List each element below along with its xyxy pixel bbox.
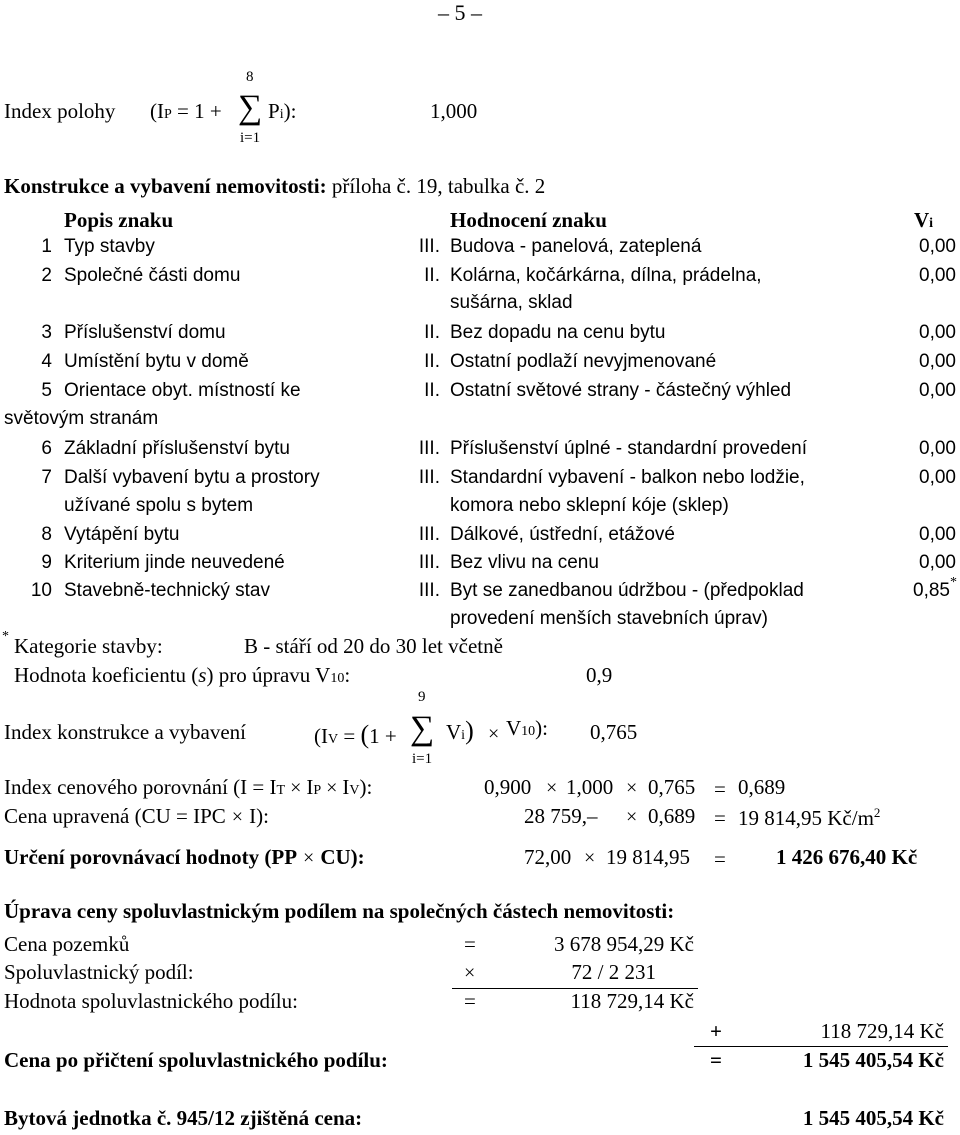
- uprava-row-op: =: [464, 932, 476, 956]
- uprava-heading: Úprava ceny spoluvlastnickým podílem na společných částech nemovitosti:: [4, 899, 675, 923]
- row-value: 0,00: [919, 322, 956, 343]
- row-popis: Příslušenství domu: [64, 322, 226, 343]
- uprava-total-label: Cena po přičtení spoluvlastnického podílu:: [4, 1048, 388, 1072]
- row-popis: Typ stavby: [64, 236, 155, 257]
- cena-upravena-b: 0,689: [648, 804, 696, 828]
- index-cenoveho-c: 0,765: [648, 775, 696, 799]
- row-grade: III.: [418, 467, 440, 488]
- page-number: – 5 –: [438, 0, 482, 25]
- times-icon: ×: [626, 806, 638, 828]
- kategorie-label: Kategorie stavby:: [14, 634, 163, 658]
- row-value: 0,00: [919, 524, 956, 545]
- row-number: 7: [41, 467, 52, 488]
- uprava-row-label: Spoluvlastnický podíl:: [4, 960, 194, 984]
- row-value: 0,00: [919, 380, 956, 401]
- sum-upper-limit: 8: [246, 69, 254, 85]
- row-value: 0,00: [919, 351, 956, 372]
- row-hodnoceni: Byt se zanedbanou údržbou - (předpoklad: [450, 580, 804, 601]
- kategorie-value: B - stáří od 20 do 30 let včetně: [244, 634, 503, 658]
- row-popis: Základní příslušenství bytu: [64, 438, 290, 459]
- index-polohy-label: Index polohy: [4, 99, 116, 123]
- plus-value: 118 729,14 Kč: [820, 1019, 944, 1043]
- row-grade: II.: [424, 322, 440, 343]
- row-hodnoceni: Standardní vybavení - balkon nebo lodžie,: [450, 467, 805, 488]
- equals-sign: =: [714, 806, 726, 830]
- times-icon: ×: [546, 777, 558, 799]
- row-number: 10: [30, 580, 52, 601]
- row-popis-line2: světovým stranám: [4, 408, 159, 429]
- cena-upravena-a: 28 759,–: [524, 804, 598, 828]
- row-hodnoceni: Budova - panelová, zateplená: [450, 236, 702, 257]
- cena-upravena-result: 19 814,95 $Kč/m^2$: [738, 805, 881, 830]
- row-hodnoceni: Dálkové, ústřední, etážové: [450, 524, 675, 545]
- sum-icon: ∑: [410, 710, 435, 747]
- row-hodnoceni: Příslušenství úplné - standardní provedení: [450, 438, 807, 459]
- index-cenoveho-label: Index cenového porovnání (I = IT × IP × IV):: [4, 775, 373, 799]
- row-value: 0,00: [919, 236, 956, 257]
- urceni-result: 1 426 676,40 Kč: [776, 845, 918, 869]
- times-icon: ×: [584, 847, 596, 869]
- sum-icon: ∑: [238, 89, 263, 126]
- row-popis: Vytápění bytu: [64, 524, 180, 545]
- footnote-mark: *: [2, 629, 9, 644]
- row-grade: III.: [418, 524, 440, 545]
- row-number: 3: [41, 322, 52, 343]
- times-icon: ×: [488, 723, 500, 745]
- row-grade: III.: [418, 438, 440, 459]
- row-grade: II.: [424, 351, 440, 372]
- row-hodnoceni: Kolárna, kočárkárna, dílna, prádelna,: [450, 265, 762, 286]
- column-header-hodnoceni: Hodnocení znaku: [450, 208, 607, 232]
- row-hodnoceni: Ostatní podlaží nevyjmenované: [450, 351, 717, 372]
- bytova-jednotka-label: Bytová jednotka č. 945/12 zjištěná cena:: [4, 1106, 363, 1130]
- uprava-row-label: Cena pozemků: [4, 932, 130, 956]
- cena-upravena-label: Cena upravená (CU = IPC × I):: [4, 804, 269, 828]
- row-popis: Orientace obyt. místností ke: [64, 380, 301, 401]
- equals-sign: =: [714, 777, 726, 801]
- sum-lower-limit: i=1: [240, 130, 261, 146]
- uprava-row-op: =: [464, 989, 476, 1013]
- index-konstrukce-v10: V10):: [506, 716, 548, 740]
- sum-divider-line: [694, 1046, 948, 1047]
- index-konstrukce-formula: (IV = (1 +: [314, 720, 397, 749]
- sum-upper-limit: 9: [418, 689, 426, 705]
- index-polohy-formula-end: Pi):: [268, 99, 297, 123]
- urceni-b: 19 814,95: [606, 845, 690, 869]
- index-konstrukce-label: Index konstrukce a vybavení: [4, 720, 247, 744]
- plus-op: +: [710, 1019, 722, 1043]
- column-header-popis: Popis znaku: [64, 208, 174, 232]
- row-value: 0,00: [919, 552, 956, 573]
- row-popis: Společné části domu: [64, 265, 241, 286]
- row-number: 2: [41, 265, 52, 286]
- row-number: 4: [41, 351, 52, 372]
- koeficient-label: Hodnota koeficientu (s) pro úpravu V10:: [14, 663, 351, 687]
- column-header-v: Vi: [914, 208, 934, 232]
- row-grade: III.: [418, 580, 440, 601]
- row-grade: III.: [418, 552, 440, 573]
- urceni-a: 72,00: [524, 845, 572, 869]
- row-number: 1: [41, 236, 52, 257]
- uprava-row-label: Hodnota spoluvlastnického podílu:: [4, 989, 298, 1013]
- times-icon: ×: [626, 777, 638, 799]
- equals-sign: =: [714, 847, 726, 871]
- footnote-mark: *: [950, 575, 957, 590]
- sum-lower-limit: i=1: [412, 751, 433, 767]
- row-grade: III.: [418, 236, 440, 257]
- uprava-row-value: 118 729,14 Kč: [570, 989, 694, 1013]
- index-cenoveho-b: 1,000: [566, 775, 614, 799]
- uprava-total-op: =: [710, 1048, 722, 1072]
- uprava-total-value: 1 545 405,54 Kč: [802, 1048, 944, 1072]
- uprava-row-value: 3 678 954,29 Kč: [554, 932, 694, 956]
- row-hodnoceni-line2: komora nebo sklepní kóje (sklep): [450, 495, 729, 516]
- row-hodnoceni-line2: sušárna, sklad: [450, 292, 573, 313]
- row-popis-line2: užívané spolu s bytem: [64, 495, 254, 516]
- row-number: 9: [41, 552, 52, 573]
- row-value: 0,85: [913, 580, 950, 601]
- row-popis: Další vybavení bytu a prostory: [64, 467, 320, 488]
- index-konstrukce-value: 0,765: [590, 720, 638, 744]
- row-hodnoceni-line2: provedení menších stavebních úprav): [450, 608, 768, 629]
- row-value: 0,00: [919, 467, 956, 488]
- row-grade: II.: [424, 380, 440, 401]
- row-number: 8: [41, 524, 52, 545]
- koeficient-value: 0,9: [586, 663, 613, 687]
- row-number: 6: [41, 438, 52, 459]
- row-value: 0,00: [919, 265, 956, 286]
- uprava-row-value: 72 / 2 231: [571, 960, 656, 984]
- row-hodnoceni: Ostatní světové strany - částečný výhled: [450, 380, 792, 401]
- row-popis: Kriterium jinde neuvedené: [64, 552, 285, 573]
- row-number: 5: [41, 380, 52, 401]
- index-cenoveho-result: 0,689: [738, 775, 786, 799]
- times-icon: ×: [464, 962, 476, 984]
- index-cenoveho-a: 0,900: [484, 775, 532, 799]
- row-hodnoceni: Bez dopadu na cenu bytu: [450, 322, 666, 343]
- row-popis: Stavebně-technický stav: [64, 580, 270, 601]
- index-polohy-value: 1,000: [430, 99, 478, 123]
- index-konstrukce-formula-end: Vi): [446, 716, 474, 745]
- bytova-jednotka-value: 1 545 405,54 Kč: [802, 1106, 944, 1130]
- urceni-label: Určení porovnávací hodnoty (PP × CU):: [4, 845, 365, 869]
- row-grade: II.: [424, 265, 440, 286]
- konstrukce-heading: Konstrukce a vybavení nemovitosti: příloha č. 19, tabulka č. 2: [4, 174, 546, 198]
- index-polohy-formula: (IP = 1 +: [150, 99, 222, 123]
- row-hodnoceni: Bez vlivu na cenu: [450, 552, 599, 573]
- row-value: 0,00: [919, 438, 956, 459]
- row-popis: Umístění bytu v domě: [64, 351, 249, 372]
